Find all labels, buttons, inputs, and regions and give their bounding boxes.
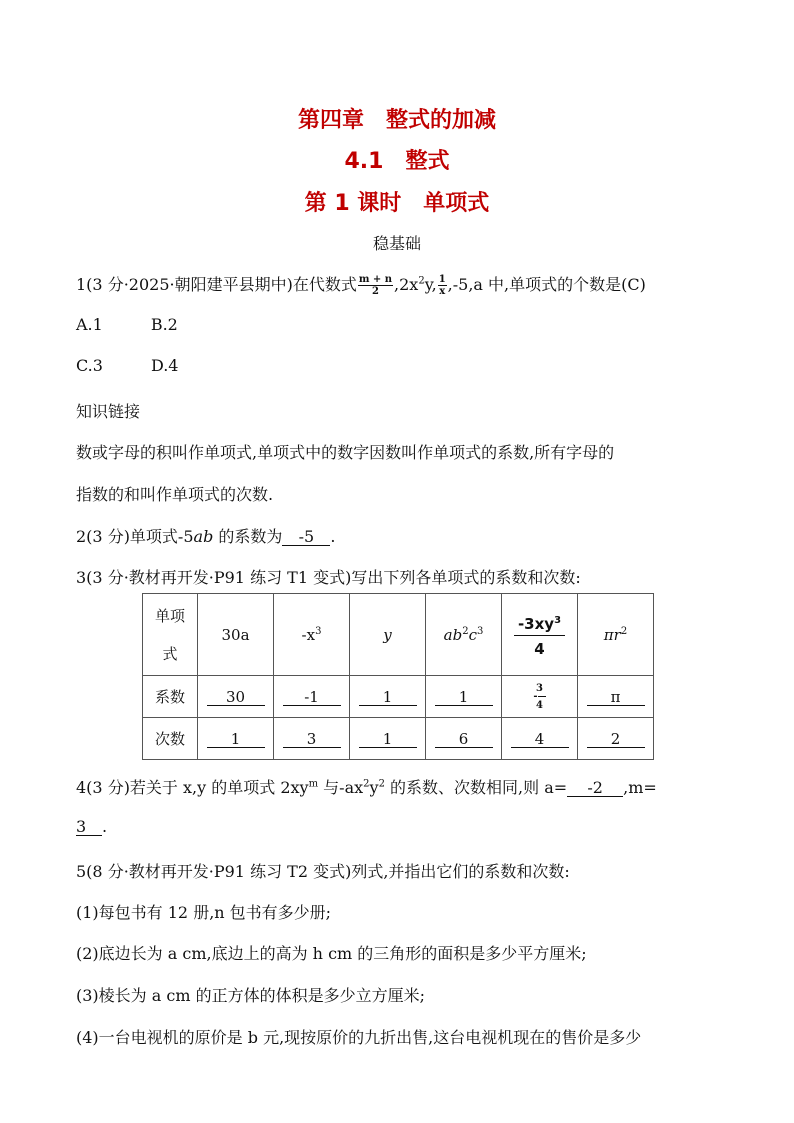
knowledge-line-1: 数或字母的积叫作单项式,单项式中的数字因数叫作单项式的系数,所有字母的 [76, 443, 615, 462]
subheading: 稳基础 [372, 234, 421, 253]
q5-item-2: (2)底边长为 a cm,底边上的高为 h cm 的三角形的面积是多少平方厘米; [76, 944, 587, 963]
question-2: 2(3 分)单项式-5ab 的系数为 -5 . [76, 527, 336, 546]
monomial-y: y [350, 594, 426, 676]
row-label-coefficient: 系数 [143, 676, 198, 718]
question-4: 4(3 分)若关于 x,y 的单项式 $2xy^m$ 与$-ax^2y^2$ 的系数、次数相同,则 a= -2 ,m= [76, 778, 657, 797]
knowledge-line-2: 指数的和叫作单项式的次数. [76, 485, 274, 504]
coef-cell-5 [502, 676, 578, 718]
coef-cell-3: 1 [350, 676, 426, 718]
degree-cell-4: 6 [426, 718, 502, 760]
degree-cell-1: 1 [198, 718, 274, 760]
q1-options-row-2: C.3 D.4 [76, 356, 179, 375]
knowledge-heading: 知识链接 [76, 402, 141, 421]
degree-cell-3: 1 [350, 718, 426, 760]
monomial-30a: 30a [198, 594, 274, 676]
question-3: 3(3 分·教材再开发·P91 练习 T1 变式)写出下列各单项式的系数和次数: [76, 568, 581, 587]
coef-cell-6: π [578, 676, 654, 718]
section-title: 4.1 整式 [344, 149, 450, 174]
q5-item-4: (4)一台电视机的原价是 b 元,现按原价的九折出售,这台电视机现在的售价是多少 [76, 1028, 642, 1047]
coef-fraction-neg-3-over-4: 3 - 4 [533, 683, 545, 711]
question-4-cont: 3 . [76, 817, 108, 836]
monomial-pi-r2: $\pi r^2$ [578, 594, 654, 676]
coef-cell-4: 1 [426, 676, 502, 718]
monomial-table [142, 593, 654, 760]
monomial-ab2c3: $ab^2c^3$ [426, 594, 502, 676]
degree-cell-5: 4 [502, 718, 578, 760]
fraction-m-plus-n-over-2: $\frac{m + n}{2}$ [358, 274, 393, 297]
q2-answer: -5 [282, 529, 330, 546]
coef-cell-1: 30 [198, 676, 274, 718]
fraction-1-over-x: $\frac{1}{x}$ [438, 274, 446, 297]
q5-item-3: (3)棱长为 a cm 的正方体的体积是多少立方厘米; [76, 986, 425, 1005]
degree-cell-2: 3 [274, 718, 350, 760]
degree-cell-6: 2 [578, 718, 654, 760]
q4-answer-a: -2 [567, 780, 623, 797]
lesson-title: 第 1 课时 单项式 [304, 191, 490, 216]
question-1: 1(3 分·2025·朝阳建平县期中)在代数式 $\frac{m + n}{2}$ $,2x^2y$, $\frac{1}{x}$ ,-5,a 中,单项式的个数是(C) [76, 274, 646, 297]
q1-options-row-1: A.1 B.2 [76, 315, 178, 334]
table-header-monomial: 单项 式 [143, 594, 198, 676]
question-5: 5(8 分·教材再开发·P91 练习 T2 变式)列式,并指出它们的系数和次数: [76, 862, 570, 881]
q5-item-1: (1)每包书有 12 册,n 包书有多少册; [76, 903, 332, 922]
coef-cell-2: -1 [274, 676, 350, 718]
monomial-neg-x-cubed: $-x^3$ [274, 594, 350, 676]
chapter-title: 第四章 整式的加减 [297, 108, 496, 133]
monomial-fraction-3xy3-over-4: $\frac{-3xy^3}{4}$ [502, 594, 578, 676]
q4-answer-m: 3 [76, 819, 102, 836]
row-label-degree: 次数 [143, 718, 198, 760]
